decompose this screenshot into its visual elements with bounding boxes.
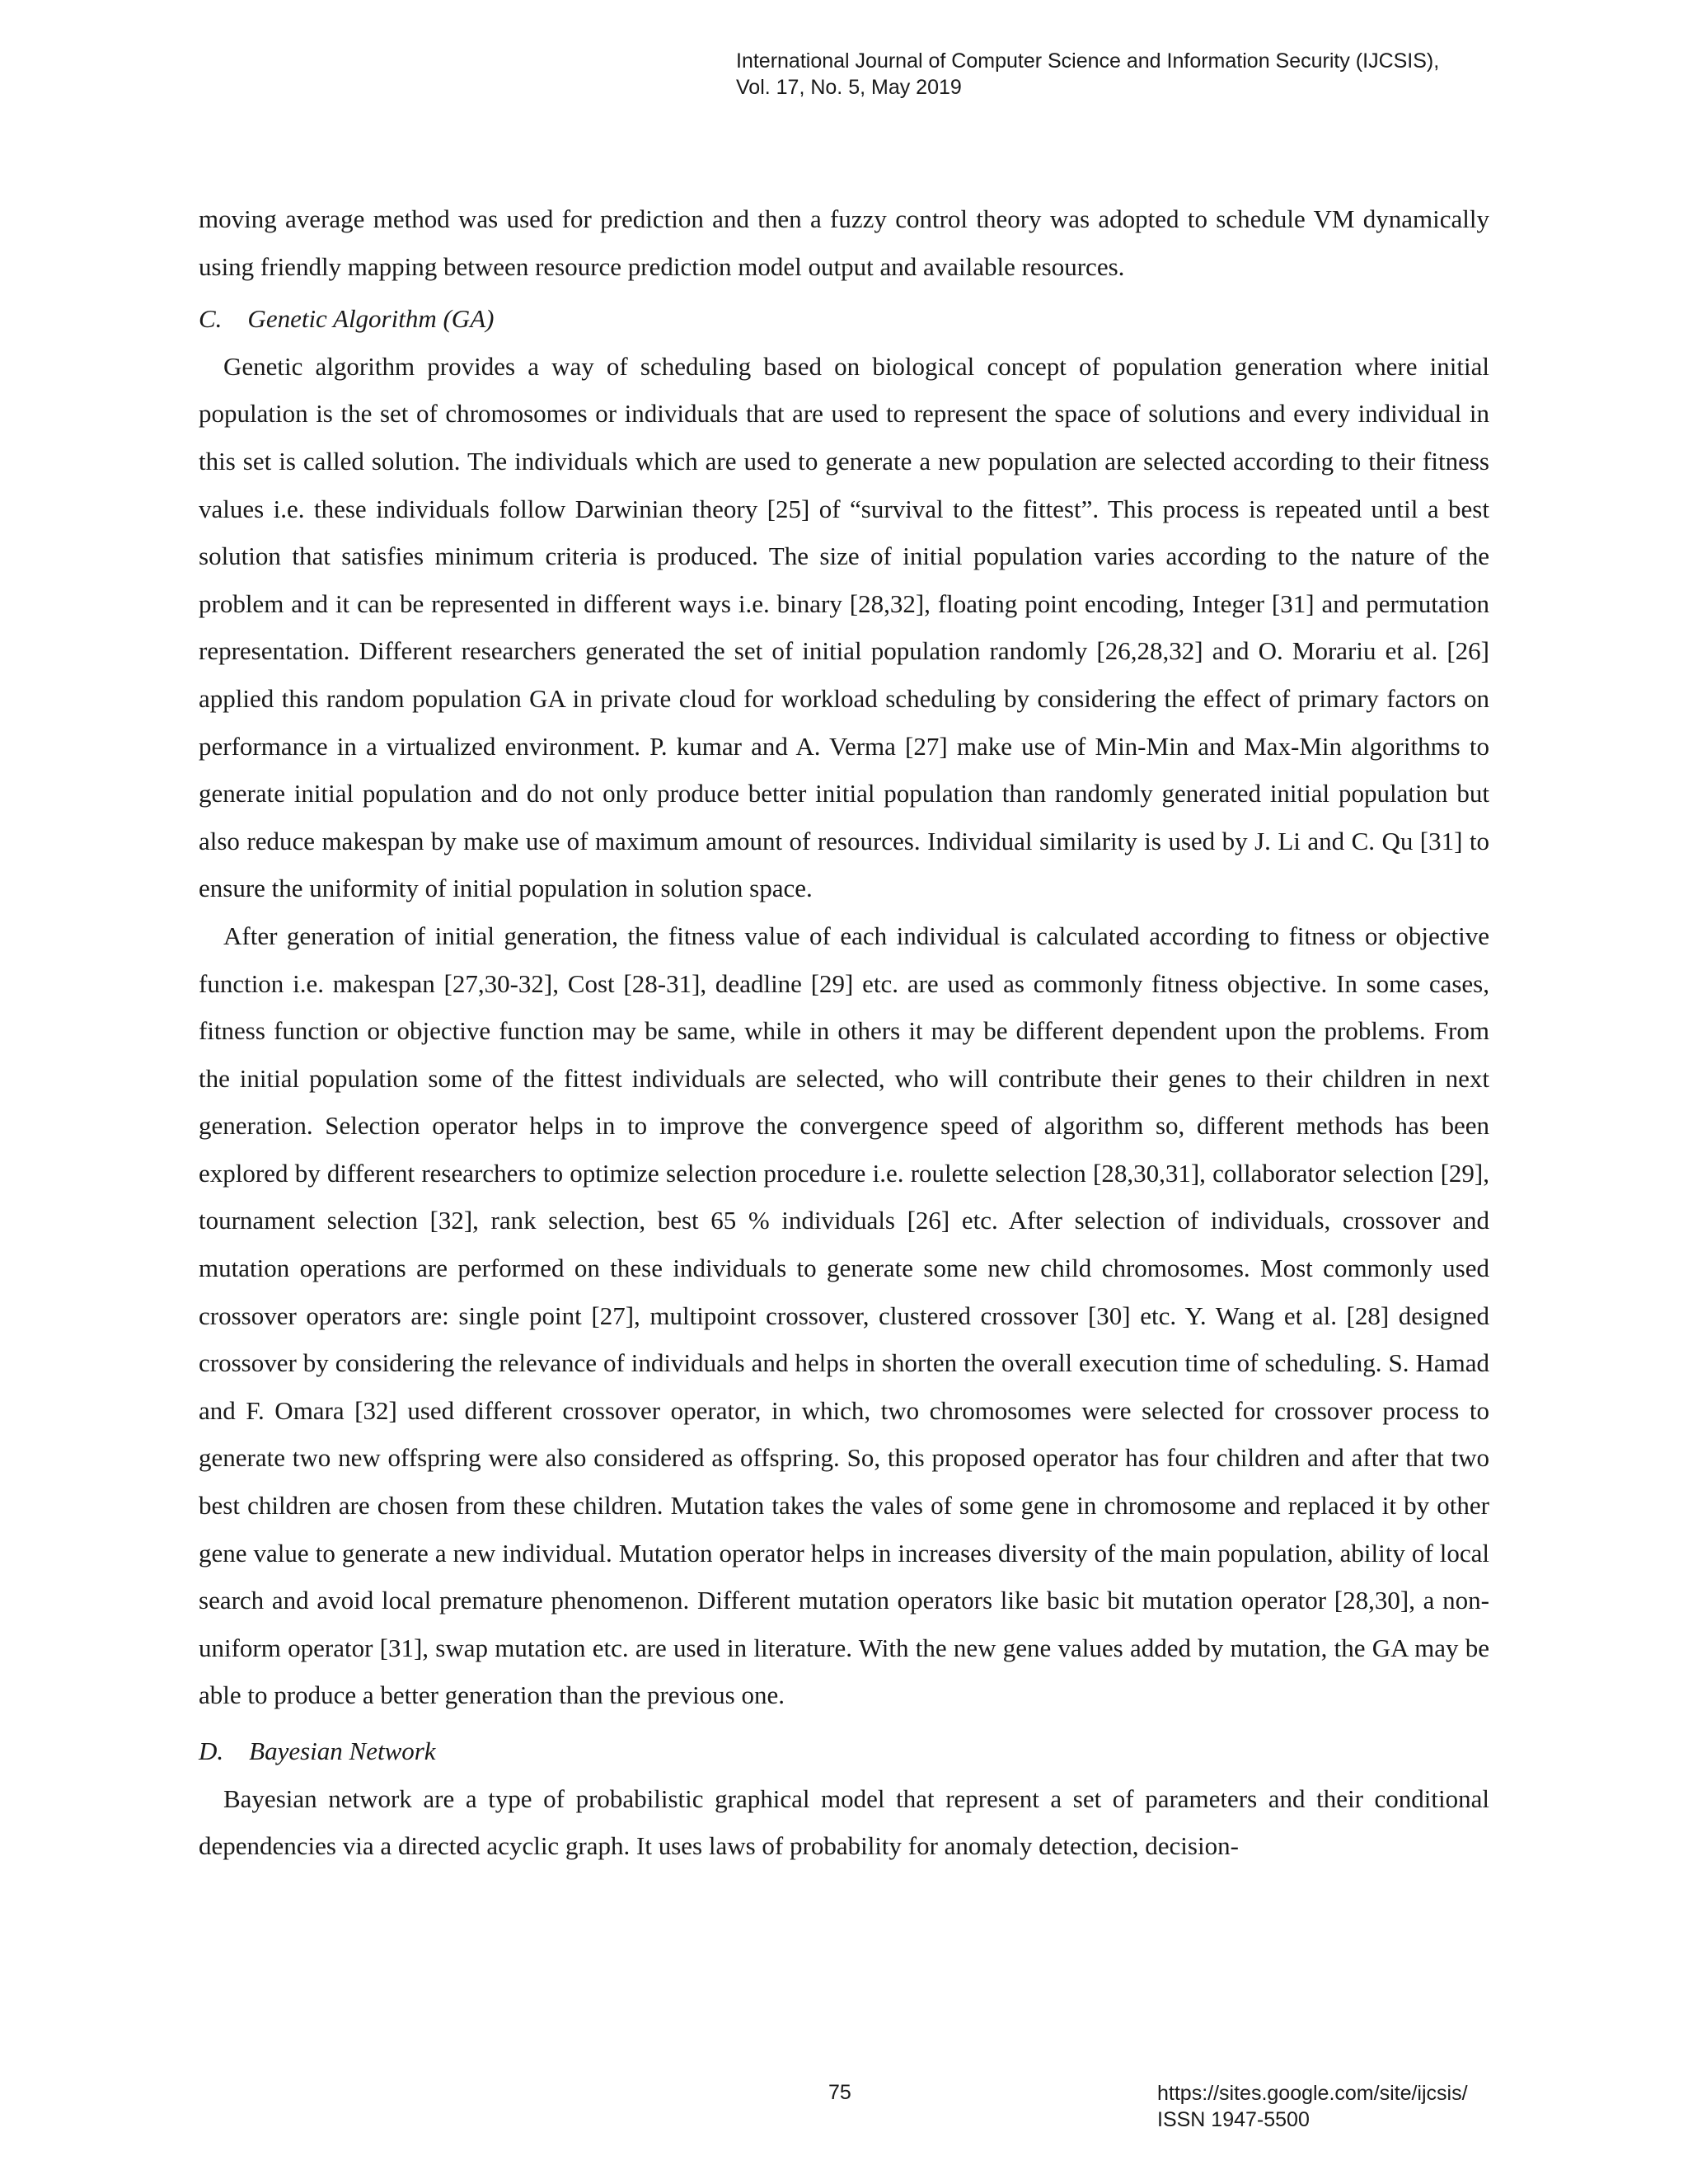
paragraph-ga-intro: Genetic algorithm provides a way of scheduling based on biological concept of population generation where initial population is the set of chromosomes or individuals that are used to represent the space of solutions and every individual in this set is called solution. The individuals which are used to generate a new population are selected according to their fitness values i.e. these individuals follow Darwinian theory [25] of “survival to the fittest”. This process is repeated until a best solution that satisfies minimum criteria is produced. The size of initial population varies according to the nature of the problem and it can be represented in different ways i.e. binary [28,32], floating point encoding, Integer [31] and permutation representation. Different researchers generated the set of initial population randomly [26,28,32] and O. Morariu et al. [26] applied this random population GA in private cloud for workload scheduling by considering the effect of primary factors on performance in a virtualized environment. P. kumar and A. Verma [27] make use of Min-Min and Max-Min algorithms to generate initial population and do not only produce better initial population than randomly generated initial population but also reduce makespan by make use of maximum amount of resources. Individual similarity is used by J. Li and C. Qu [31] to ensure the uniformity of initial population in solution space. bbox=[199, 351, 1489, 903]
page-number: 75 bbox=[828, 2081, 851, 2104]
section-heading-bayesian-network: D. Bayesian Network bbox=[199, 1736, 436, 1765]
section-heading-genetic-algorithm: C. Genetic Algorithm (GA) bbox=[199, 304, 495, 334]
journal-issn: ISSN 1947-5500 bbox=[1157, 2108, 1310, 2131]
journal-url: https://sites.google.com/site/ijcsis/ bbox=[1157, 2082, 1468, 2105]
paragraph-bayesian-intro: Bayesian network are a type of probabilistic graphical model that represent a set of parameters and their conditional dependencies via a directed acyclic graph. It uses laws of probability for anomaly detection, decision- bbox=[199, 1783, 1489, 1861]
journal-volume: Vol. 17, No. 5, May 2019 bbox=[736, 76, 962, 99]
footer-info bbox=[1157, 2080, 1468, 2133]
paragraph-continuation: moving average method was used for prediction and then a fuzzy control theory was adopted to schedule VM dynamically using friendly mapping between resource prediction model output and available resources. bbox=[199, 204, 1489, 281]
article-body bbox=[199, 195, 1489, 1870]
paragraph-ga-operators: After generation of initial generation, the fitness value of each individual is calculated according to fitness or objective function i.e. makespan [27,30-32], Cost [28-31], deadline [29] etc. are used as commonly fitness objective. In some cases, fitness function or objective function may be same, while in others it may be different dependent upon the problems. From the initial population some of the fittest individuals are selected, who will contribute their genes to their children in next generation. Selection operator helps in to improve the convergence speed of algorithm so, different methods has been explored by different researchers to optimize selection procedure i.e. roulette selection [28,30,31], collaborator selection [29], tournament selection [32], rank selection, best 65 % individuals [26] etc. After selection of individuals, crossover and mutation operations are performed on these individuals to generate some new child chromosomes. Most commonly used crossover operators are: single point [27], multipoint crossover, clustered crossover [30] etc. Y. Wang et al. [28] designed crossover by considering the relevance of individuals and helps in shorten the overall execution time of scheduling. S. Hamad and F. Omara [32] used different crossover operator, in which, two chromosomes were selected for crossover process to generate two new offspring were also considered as offspring. So, this proposed operator has four children and after that two best children are chosen from these children. Mutation takes the vales of some gene in chromosome and replaced it by other gene value to generate a new individual. Mutation operator helps in increases diversity of the main population, ability of local search and avoid local premature phenomenon. Different mutation operators like basic bit mutation operator [28,30], a non-uniform operator [31], swap mutation etc. are used in literature. With the new gene values added by mutation, the GA may be able to produce a better generation than the previous one. bbox=[199, 921, 1489, 1710]
journal-title: International Journal of Computer Science and Information Security (IJCSIS), bbox=[736, 49, 1440, 73]
journal-header bbox=[736, 48, 1439, 101]
